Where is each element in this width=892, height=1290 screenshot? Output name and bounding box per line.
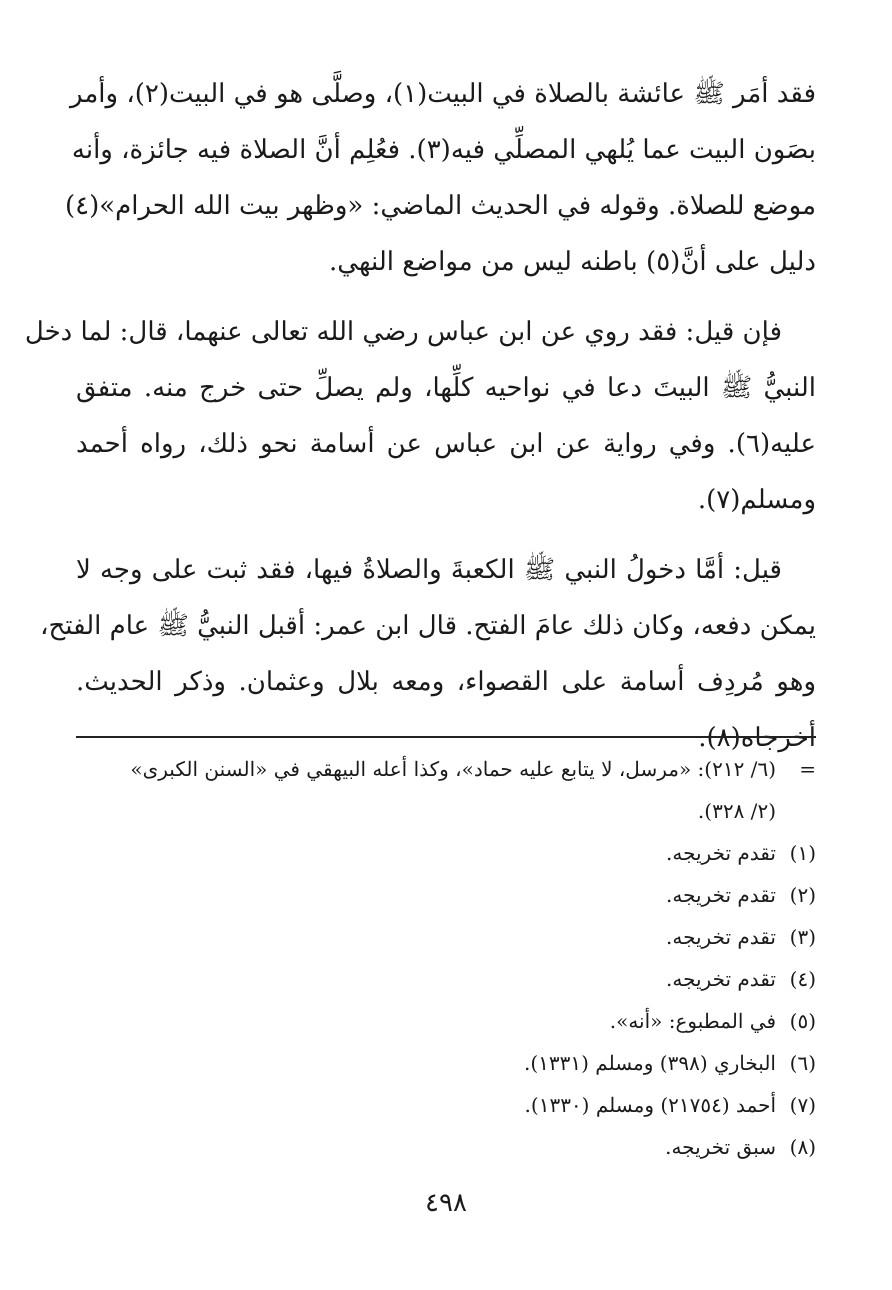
footnote-text: تقدم تخريجه. <box>666 967 776 991</box>
text-line: ومسلم(٧). <box>697 485 816 515</box>
footnote-text: تقدم تخريجه. <box>666 841 776 865</box>
text-line: قيل: أمَّا دخولُ النبي ﷺ الكعبةَ والصلاةُ فيها، فقد ثبت على وجه لا <box>76 555 782 585</box>
footnote-text: تقدم تخريجه. <box>666 925 776 949</box>
footnote-text: (٦/ ٢١٢): «مرسل، لا يتابع عليه حماد»، وكذا أعله البيهقي في «السنن الكبرى» <box>130 757 776 781</box>
footnotes <box>76 748 816 1168</box>
text-line: موضع للصلاة. وقوله في الحديث الماضي: «وظهر بيت الله الحرام»(٤) <box>64 191 816 221</box>
footnote-number: (٨) <box>789 1135 816 1159</box>
text-line: النبيُّ ﷺ البيتَ دعا في نواحيه كلِّها، ولم يصلِّ حتى خرج منه. متفق <box>76 373 816 403</box>
text-line: يمكن دفعه، وكان ذلك عامَ الفتح. قال ابن عمر: أقبل النبيُّ ﷺ عام الفتح، <box>40 611 816 641</box>
continuation-marker: = <box>799 757 816 781</box>
footnote-text: في المطبوع: «أنه». <box>609 1009 776 1033</box>
paragraph-2 <box>24 304 816 528</box>
page-number: ٤٩٨ <box>425 1188 467 1218</box>
footnote-number: (٤) <box>789 967 816 991</box>
paragraph-3 <box>40 542 816 766</box>
text-line: وهو مُردِف أسامة على القصواء، ومعه بلال وعثمان. وذكر الحديث. <box>76 667 816 697</box>
footnote-number: (٣) <box>789 925 816 949</box>
footnote-text: أحمد (٢١٧٥٤) ومسلم (١٣٣٠). <box>524 1093 776 1117</box>
text-line: فإن قيل: فقد روي عن ابن عباس رضي الله تعالى عنهما، قال: لما دخل <box>24 317 782 347</box>
footnote-number: (٢) <box>789 883 816 907</box>
footnote-1 <box>76 832 816 874</box>
footnote-2 <box>76 874 816 916</box>
footnote-divider <box>76 736 816 738</box>
footnote-number: (٦) <box>789 1051 816 1075</box>
text-line: بصَون البيت عما يُلهي المصلِّي فيه(٣). فعُلِم أنَّ الصلاة فيه جائزة، وأنه <box>71 135 816 165</box>
footnote-text: سبق تخريجه. <box>665 1135 776 1159</box>
footnote-continuation <box>76 748 816 790</box>
footnote-8 <box>76 1126 816 1168</box>
main-text <box>24 66 816 780</box>
footnote-5 <box>76 1000 816 1042</box>
text-line: فقد أمَر ﷺ عائشة بالصلاة في البيت(١)، وصلَّى هو في البيت(٢)، وأمر <box>70 79 816 109</box>
text-line: عليه(٦). وفي رواية عن ابن عباس عن أسامة نحو ذلك، رواه أحمد <box>76 429 816 459</box>
paragraph-1 <box>64 66 816 290</box>
footnote-continuation-line: (٢/ ٣٢٨). <box>697 799 776 823</box>
text-line: أخرجاه(٨). <box>698 723 816 753</box>
footnote-number: (٧) <box>789 1093 816 1117</box>
footnote-4 <box>76 958 816 1000</box>
footnote-number: (٥) <box>789 1009 816 1033</box>
text-line: دليل على أنَّ(٥) باطنه ليس من مواضع النهي. <box>329 247 816 277</box>
footnote-6 <box>76 1042 816 1084</box>
footnote-text: البخاري (٣٩٨) ومسلم (١٣٣١). <box>523 1051 776 1075</box>
footnote-3 <box>76 916 816 958</box>
footnote-number: (١) <box>789 841 816 865</box>
footnote-7 <box>76 1084 816 1126</box>
footnote-text: تقدم تخريجه. <box>666 883 776 907</box>
